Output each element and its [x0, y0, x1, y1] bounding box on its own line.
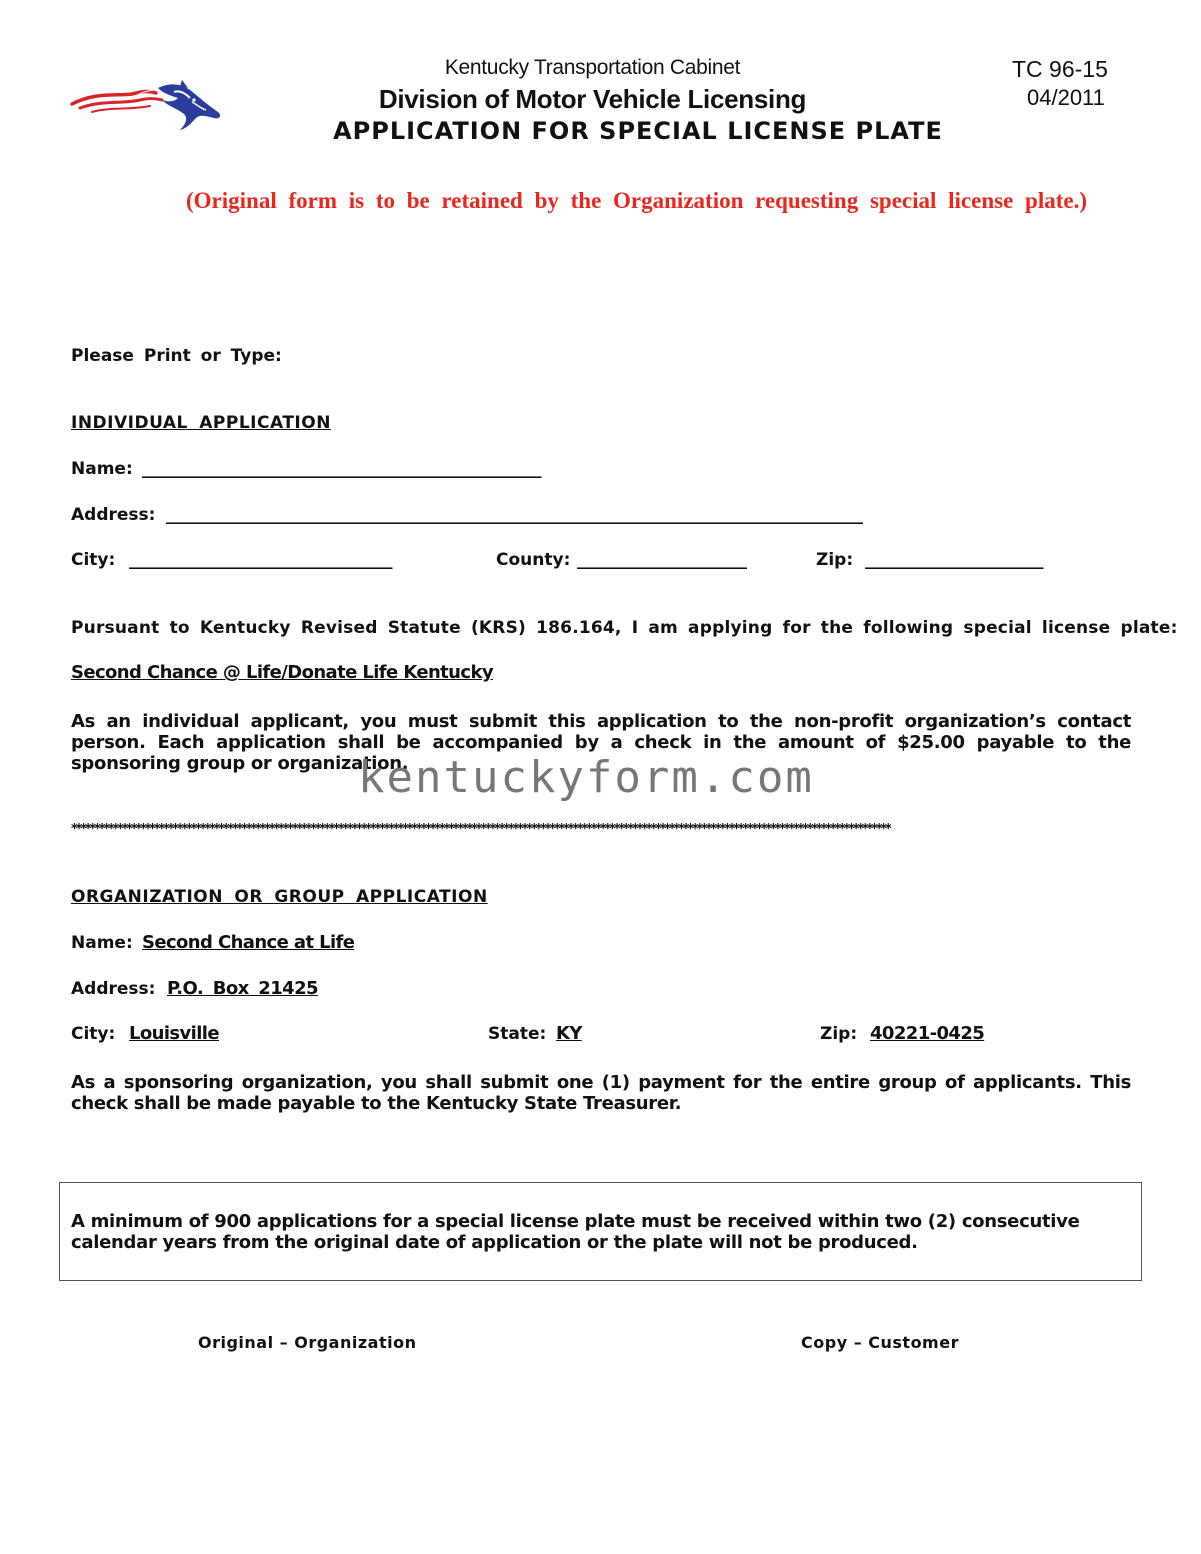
individual-address-field[interactable]: __________________________________________________________________________________	[166, 505, 863, 525]
individual-heading: INDIVIDUAL APPLICATION	[71, 413, 331, 433]
section-separator: **********************************************************************************************************************************************************************************	[71, 822, 890, 837]
individual-name-label: Name:	[71, 459, 133, 479]
plate-name: Second Chance @ Life/Donate Life Kentucky	[71, 662, 493, 683]
org-city-value: Louisville	[129, 1023, 219, 1044]
organization-heading: ORGANIZATION OR GROUP APPLICATION	[71, 887, 488, 907]
org-state-value: KY	[556, 1023, 582, 1044]
org-name-label: Name:	[71, 933, 133, 953]
org-address-value: P.O. Box 21425	[167, 978, 318, 999]
org-city-label: City:	[71, 1024, 116, 1044]
individual-instructions: As an individual applicant, you must submit this application to the non-profit organization’s contact person. Each application shall be accompanied by a check in the amount of $25.00 payable to the sponsoring group or organization.	[71, 711, 1131, 774]
individual-county-label: County:	[496, 550, 571, 570]
minimum-applications-text: A minimum of 900 applications for a special license plate must be received within two (2) consecutive calendar years from the original date of application or the plate will not be produced.	[71, 1211, 1080, 1253]
form-title: APPLICATION FOR SPECIAL LICENSE PLATE	[333, 117, 943, 145]
individual-zip-field[interactable]: _____________________	[865, 550, 1044, 570]
statute-text: Pursuant to Kentucky Revised Statute (KRS) 186.164, I am applying for the following special license plate:	[71, 618, 1178, 638]
org-name-value: Second Chance at Life	[142, 932, 355, 953]
footer-original: Original – Organization	[198, 1333, 417, 1352]
org-address-label: Address:	[71, 979, 156, 999]
individual-zip-label: Zip:	[816, 550, 854, 570]
form-date: 04/2011	[1027, 85, 1105, 110]
org-zip-value: 40221-0425	[870, 1023, 985, 1044]
individual-county-field[interactable]: ____________________	[577, 550, 747, 570]
org-state-label: State:	[488, 1024, 547, 1044]
org-zip-label: Zip:	[820, 1024, 858, 1044]
print-instructions: Please Print or Type:	[71, 346, 282, 366]
individual-address-label: Address:	[71, 505, 156, 525]
individual-city-label: City:	[71, 550, 116, 570]
agency-name: Kentucky Transportation Cabinet	[444, 56, 741, 79]
retention-notice: (Original form is to be retained by the Organization requesting special license plate.)	[186, 188, 1087, 213]
division-name: Division of Motor Vehicle Licensing	[378, 84, 807, 114]
footer-copy: Copy – Customer	[801, 1333, 959, 1352]
minimum-applications-box	[59, 1182, 1142, 1281]
organization-instructions: As a sponsoring organization, you shall submit one (1) payment for the entire group of applicants. This check shall be made payable to the Kentucky State Treasurer.	[71, 1072, 1131, 1114]
individual-city-field[interactable]: _______________________________	[129, 550, 393, 570]
form-number: TC 96-15	[1012, 56, 1108, 82]
watermark: kentuckyform.com	[358, 752, 814, 803]
individual-name-field[interactable]: _______________________________________________	[142, 459, 542, 479]
